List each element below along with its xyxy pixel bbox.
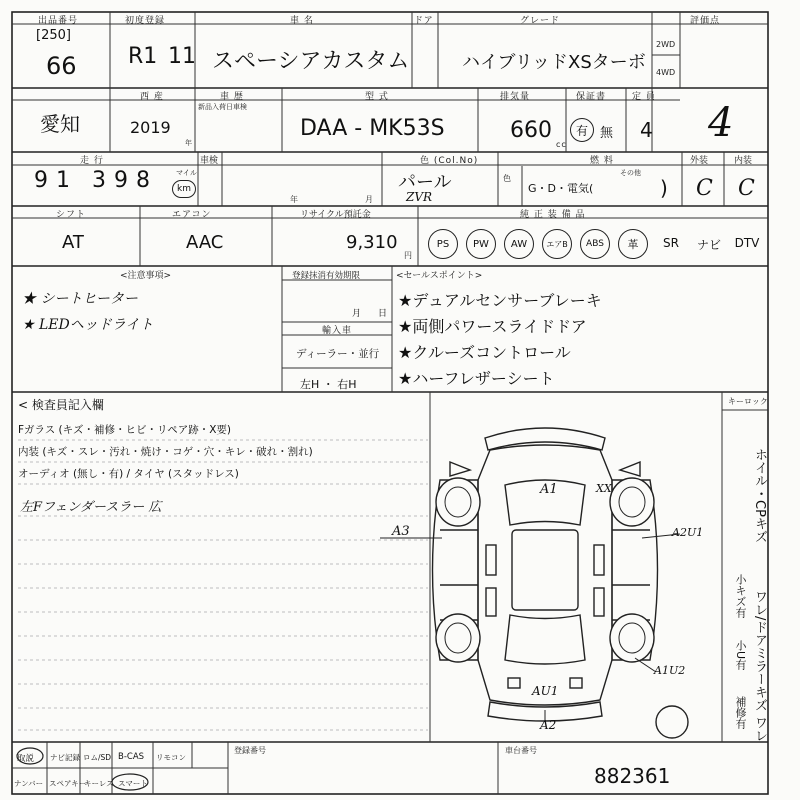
aircon: AAC [186,232,224,253]
inspector-line-handwritten: 左Fフェンダースラー 広 [20,500,162,515]
exterior-grade: C [696,176,713,201]
mileage-digit: 3 [92,168,106,193]
mileage-digit: 1 [56,168,70,193]
warranty-no: 無 [600,126,614,141]
inspector-line-audio: オーディオ (無し・有) / タイヤ (スタッドレス) [18,468,239,480]
inspector-label: < 検査員記入欄 [18,398,104,412]
interior-grade: C [738,176,755,201]
footer-item-smart: スマート [118,779,148,788]
label-capacity: 定 員 [632,92,656,102]
label-recycle: リサイクル預託金 [300,210,371,220]
recycle-fee: 9,310 [346,232,398,253]
unit-yen: 円 [404,251,413,260]
notes-label: <注意事項> [120,271,172,281]
sales-point: ★ハーフレザーシート [398,369,555,388]
shift: AT [62,232,84,253]
drive-2wd: 2WD [656,40,676,49]
lot-bracket: [250] [36,28,71,43]
first-reg-era: R1 [128,44,158,69]
footer-item-number: ナンバー [14,779,44,788]
equip-airbag: エアB [542,229,572,259]
sales-point: ★デュアルセンサーブレーキ [398,291,602,310]
unit-mile: マイル [176,169,197,177]
steering: 左H ・ 右H [300,378,357,391]
label-equipment: 純 正 装 備 品 [520,210,586,220]
mileage-digits [34,168,150,193]
sales-points-label: <セールスポイント> [396,271,483,281]
capacity: 4 [640,118,653,142]
color-name: パール [398,172,452,193]
reg-month-label: 月 [352,309,362,319]
score-value: 4 [708,100,734,146]
footer-item-navi: ナビ記録 [50,753,80,762]
fuel-text: G・D・電気( [528,182,594,195]
footer-item-rom: ロム/SD [83,753,112,762]
import-value: ディーラー・並行 [296,348,380,360]
model-code: DAA - MK53S [300,116,445,141]
side-note: ワレ/ドアミラーキズ [752,590,767,712]
footer-item-remote: リモコン [156,753,186,762]
chassis-label: 車台番号 [505,746,537,755]
damage-mark: A1 [540,482,558,497]
inspector-line-interior: 内装 (キズ・スレ・汚れ・焼け・コゲ・穴・キレ・破れ・割れ) [18,446,313,458]
inspection-year-unit: 年 [290,195,299,204]
fuel-other-label: その他 [620,169,641,177]
label-car-name: 車 名 [290,16,314,26]
location: 愛知 [40,112,80,136]
footer-item-bcas: B-CAS [118,752,145,762]
label-grade: グレード [520,16,561,26]
label-first-reg: 初度登録 [125,16,166,26]
equip-aw: AW [504,229,534,259]
label-history: 車 歴 [220,92,244,102]
label-model: 型 式 [365,92,389,102]
label-location: 西 産 [140,92,164,102]
keylock-label: キーロック [728,397,768,406]
mileage-digit: 9 [34,168,48,193]
footer-item-manual: 取説 [17,754,35,764]
equip-ps: PS [428,229,458,259]
lot-number: 66 [46,52,77,80]
label-interior: 内装 [734,156,753,166]
damage-mark: A1U2 [654,664,686,677]
displacement: 660 [510,118,552,143]
year: 2019 [130,118,171,137]
first-reg-month: 11 [168,44,196,69]
note-line: ★ シートヒーター [22,291,138,307]
equip-leather: 革 [618,229,648,259]
label-exterior: 外装 [690,156,709,166]
label-aircon: エアコン [172,210,212,220]
equip-sr: SR [663,236,679,250]
inspection-month-unit: 月 [365,195,374,204]
note-line: ★ LEDヘッドライト [22,317,154,333]
damage-mark: AU1 [532,684,559,698]
reg-deadline-label: 登録抹消有効期限 [292,271,361,281]
unit-km-circle: km [172,180,196,198]
label-inspection: 車検 [200,156,219,166]
footer-circles [0,740,230,796]
car-name: スペーシアカスタム [212,49,410,74]
mileage-digit: 8 [136,168,150,193]
reg-day-label: 日 [378,309,388,319]
equip-pw: PW [466,229,496,259]
equip-abs: ABS [580,229,610,259]
side-note: ワレ [752,716,767,742]
label-color: 色 (Col.No) [420,156,479,166]
side-note-hand: 小キズ有 [734,574,747,618]
label-warranty: 保証書 [576,92,607,102]
year-unit: 年 [185,139,193,147]
footer-item-keyless: キーレス [84,779,114,788]
unit-cc: cc [556,140,567,149]
side-note: ホイル・CPキズ [752,448,767,543]
label-lot-no: 出品番号 [38,16,79,26]
label-displacement: 排気量 [500,92,531,102]
mileage-digit: 9 [114,168,128,193]
damage-mark: A2U1 [672,526,704,539]
side-note-hand: 補修有 [734,696,747,729]
sales-point: ★クルーズコントロール [398,343,571,362]
footer-item-spare-key: スペアキー [49,779,87,788]
grade: ハイブリッドXSターボ [462,52,646,73]
reg-no-label: 登録番号 [234,746,266,755]
equip-navi: ナビ [696,238,721,252]
inspector-line-glass: Fガラス (キズ・補修・ヒビ・リペア跡・X要) [18,424,232,436]
side-note-hand: 小U有 [734,640,747,671]
import-label: 輸入車 [322,326,353,336]
drive-4wd: 4WD [656,68,676,77]
label-mileage: 走 行 [80,156,104,166]
history-note: 新品入荷日車検 [198,103,247,111]
fuel-close-paren: ) [660,176,668,200]
label-fuel: 燃 料 [590,156,614,166]
label-score: 評価点 [690,16,721,26]
chassis-number: 882361 [594,764,671,788]
damage-mark: A2 [540,718,557,732]
warranty-yes-circle: 有 [570,118,594,142]
label-doors: ドア [414,16,434,26]
equip-dtv: DTV [734,236,760,250]
label-shift: シフト [56,210,87,220]
damage-mark: A3 [392,524,410,539]
sales-point: ★両側パワースライドドア [398,317,587,336]
color-code: ZVR [406,190,433,204]
color-small-label: 色 [503,174,511,183]
damage-mark: XX [596,482,612,495]
